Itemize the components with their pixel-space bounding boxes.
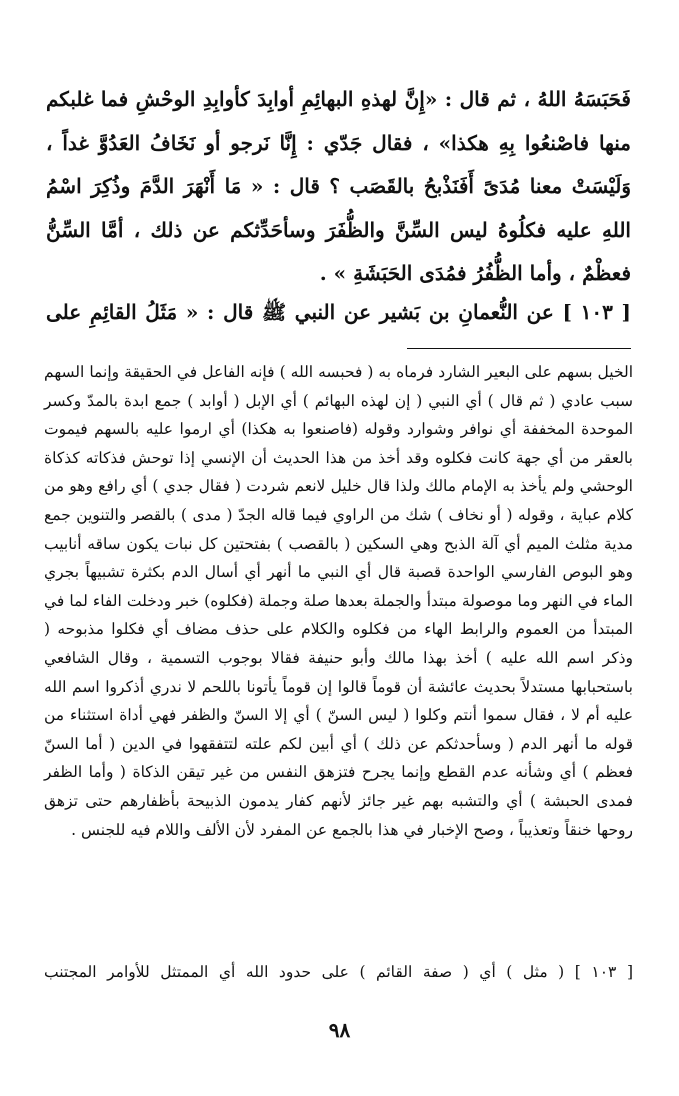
footnote-divider xyxy=(407,348,631,349)
hadith-paragraph: فَحَبَسَهُ اللهُ ، ثم قال : «إِنَّ لهذهِ البهائِمِ أوابِدَ كأوابِدِ الوحْشِ فما غلبكم منها فاصْنعُوا بِهِ هكذا» ، فقال جَدّي : إِنَّا نَرجو أو نَخَافُ العَدُوَّ غداً ، وَلَيْسَتْ معنا مُدَىً أَفَنَذْبحُ بالقَصَب ؟ قال : « مَا أَنْهَرَ الدَّمَ وذُكِرَ اسْمُ اللهِ عليه فكلُوهُ ليس السِّنَّ والظُّفَرَ وسأحَدِّثكم عن ذلك ، أمَّا السِّنُّ فعظْمٌ ، وأما الظُّفُرُ فمُدَى الحَبَشَةِ » . xyxy=(46,87,631,285)
commentary-paragraph: الخيل بسهم على البعير الشارد فرماه به ( فحبسه الله ) فإنه الفاعل في الحقيقة وإنما السهم سبب عادي ( ثم قال ) أي النبي ( إن لهذه البهائم ) أي الإبل ( أوابد ) جمع ابدة بالمدّ وكسر الموحدة المخففة أي نوافر وشوارد وقوله (فاصنعوا به هكذا) أي ارموا عليه بالسهم فيموت بالعقر من أي جهة كانت فكلوه وقد أخذ من هذا الحديث أن الإنسي إذا توحش فذكاته كذكاة الوحشي ولم يأخذ به الإمام مالك ولذا قال خليل لانعم شردت ( فقال جدي ) أي رافع وهو من كلام عباية ، وقوله ( أو نخاف ) شك من الراوي فيما قاله الجدّ ( مدى ) بالقصر والتنوين جمع مدية مثلث الميم أي آلة الذبح وهي السكين ( بالقصب ) بفتحتين كل نبات يكون ساقه أنابيب وهو البوص الفارسي الواحدة قصبة قال أي النبي ما أنهر أي أسال الدم بكثرة تشبيهاً بجري الماء في النهر وما موصولة مبتدأ والجملة بعدها صلة وجملة (فكلوه) خبر ودخلت الفاء لما في المبتدأ من العموم والرابط الهاء من فكلوه والكلام على حذف مضاف أي فكلوا مذبوحه ( وذكر اسم الله عليه ) أخذ بهذا مالك وأبو حنيفة فقالا بوجوب التسمية ، وقال الشافعي باستحبابها مستدلاً بحديث عائشة أن قوماً قالوا إن قوماً يأتونا باللحم لا ندري أذكروا اسم الله عليه أم لا ، فقال سموا أنتم وكلوا ( ليس السنّ ) أي إلا السنّ والظفر فهي أداة استثناء من قوله ما أنهر الدم ( وسأحدثكم عن ذلك ) أي أبين لكم علته لتتفقهوا في الدين ( أما السنّ فعظم ) أي وشأنه عدم القطع وإنما يجرح فتزهق النفس من غير تيقن الذكاة ( وأما الظفر فمدى الحبشة ) أي والتشبه بهم غير جائز لأنهم كفار يدمون الذبيحة بأظفارهم حتى تزهق روحها خنقاً وتعذيباً ، وصح الإخبار في هذا بالجمع عن المفرد لأن الألف واللام فيه للجنس . xyxy=(44,363,633,839)
page-number: ٩٨ xyxy=(328,1018,351,1042)
hadith-text xyxy=(46,78,631,296)
commentary-103-opening: [ ١٠٣ ] ( مثل ) أي ( صفة القائم ) على حدود الله أي الممتثل للأوامر المجتنب xyxy=(44,963,633,981)
hadith-103-opening: [ ١٠٣ ] عن النُّعمانِ بن بَشير عن النبي ﷺ قال : « مَثَلُ القائِمِ على xyxy=(46,300,631,324)
commentary-text xyxy=(44,358,633,844)
